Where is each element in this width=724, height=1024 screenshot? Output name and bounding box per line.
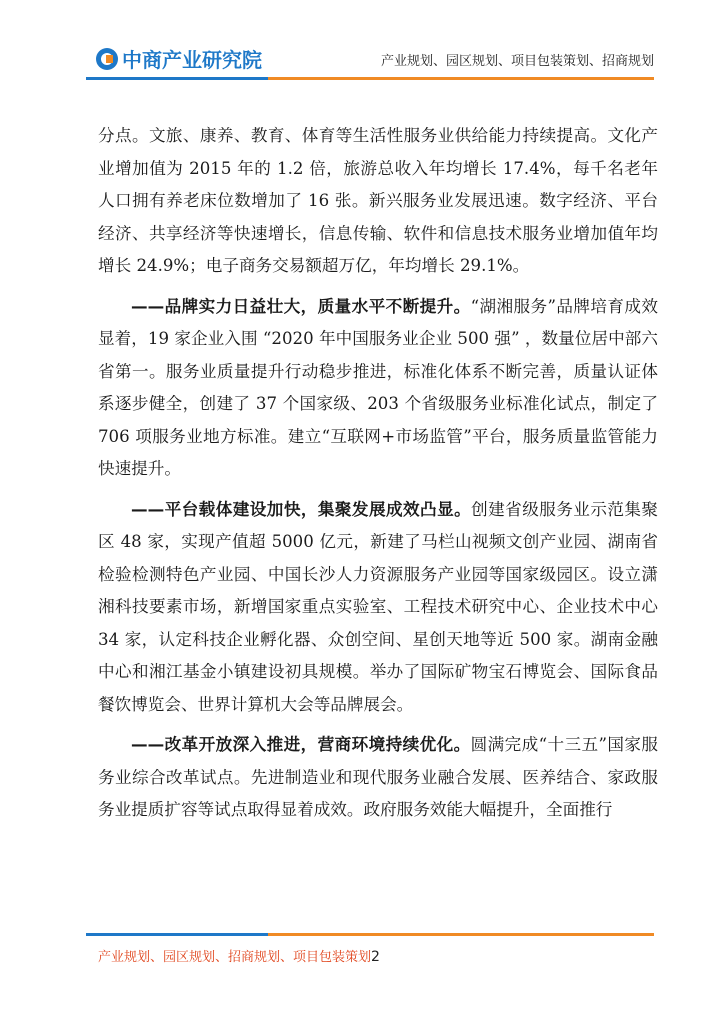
paragraph-4 [98,729,658,827]
paragraph-3 [98,494,658,722]
header-tagline: 产业规划、园区规划、项目包装策划、招商规划 [380,54,654,69]
paragraph-2 [98,291,658,486]
paragraph-2-text: “湖湘服务”品牌培育成效显着，19 家企业入围 “2020 年中国服务业企业 500 强” ，数量位居中部六省第一。服务业质量提升行动稳步推进，标准化体系不断完善，质量认证体系逐步健全，创建了 37 个国家级、203 个省级服务业标准化试点，制定了 706 项服务业地方标准。建立“互联网+市场监管”平台，服务质量监管能力快速提升。 [98,296,659,478]
footer-text: 产业规划、园区规划、招商规划、项目包装策划 [98,950,372,965]
document-body [98,120,658,827]
logo-text: 中商产业研究院 [122,48,262,72]
paragraph-4-heading: ——改革开放深入推进，营商环境持续优化。 [131,735,471,754]
paragraph-2-heading: ——品牌实力日益壮大，质量水平不断提升。 [131,296,471,316]
logo-icon [96,48,118,70]
paragraph-4-text: 圆满完成“十三五”国家服务业综合改革试点。先进制造业和现代服务业融合发展、医养结合、家政服务业提质扩容等试点取得显着成效。政府服务效能大幅提升，全面推行 [98,735,659,819]
page-number: 2 [371,949,380,965]
page-footer [98,946,380,965]
header-divider-blue [86,77,268,80]
logo [96,44,262,73]
paragraph-3-heading: ——平台载体建设加快，集聚发展成效凸显。 [131,499,472,519]
header-divider-orange [268,77,654,80]
footer-divider-orange [268,933,654,936]
footer-divider-blue [86,933,268,936]
page-header [0,0,724,90]
paragraph-1: 分点。文旅、康养、教育、体育等生活性服务业供给能力持续提高。文化产业增加值为 2015 年的 1.2 倍，旅游总收入年均增长 17.4%，每千名老年人口拥有养老床位数增加了 16 张。新兴服务业发展迅速。数字经济、平台经济、共享经济等快速增长，信息传输、软件和信息技术服务业增加值年均增长 24.9%；电子商务交易额超万亿，年均增长 29.1%。 [98,126,658,275]
paragraph-3-text: 创建省级服务业示范集聚区 48 家，实现产值超 5000 亿元，新建了马栏山视频文创产业园、湖南省检验检测特色产业园、中国长沙人力资源服务产业园等国家级园区。设立潇湘科技要素市场，新增国家重点实验室、工程技术研究中心、企业技术中心 34 家，认定科技企业孵化器、众创空间、星创天地等近 500 家。湖南金融中心和湘江基金小镇建设初具规模。举办了国际矿物宝石博览会、国际食品餐饮博览会、世界计算机大会等品牌展会。 [98,499,658,714]
